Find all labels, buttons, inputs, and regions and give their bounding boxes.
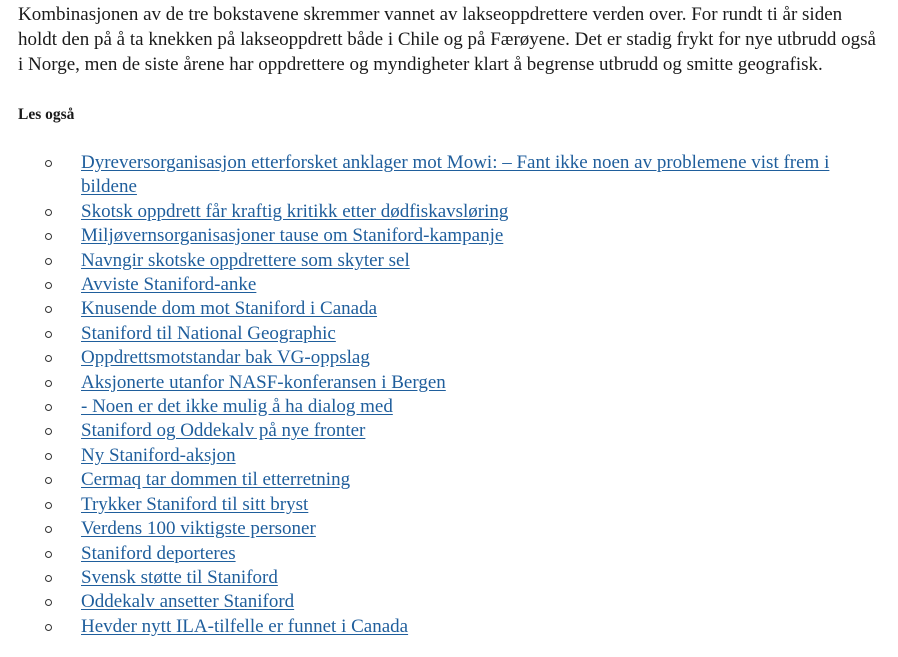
circle-bullet-icon	[45, 551, 52, 558]
related-link-4[interactable]: Navngir skotske oppdrettere som skyter sel	[81, 249, 410, 271]
related-link-9[interactable]: Aksjonerte utanfor NASF-konferansen i Bergen	[81, 371, 446, 393]
related-link-10[interactable]: - Noen er det ikke mulig å ha dialog med	[81, 396, 393, 418]
related-link-2[interactable]: Skotsk oppdrett får kraftig kritikk etter dødfiskavsløring	[81, 200, 509, 222]
list-item	[18, 419, 888, 443]
circle-bullet-icon	[45, 331, 52, 338]
related-links-list	[18, 151, 888, 639]
related-link-16[interactable]: Staniford deporteres	[81, 542, 236, 564]
list-item	[18, 493, 888, 517]
list-item	[18, 444, 888, 468]
related-link-8[interactable]: Oppdrettsmotstandar bak VG-oppslag	[81, 347, 370, 369]
list-item	[18, 224, 888, 248]
article-body	[18, 0, 888, 639]
circle-bullet-icon	[45, 233, 52, 240]
related-link-5[interactable]: Avviste Staniford-anke	[81, 274, 257, 296]
circle-bullet-icon	[45, 380, 52, 387]
circle-bullet-icon	[45, 599, 52, 606]
circle-bullet-icon	[45, 428, 52, 435]
related-link-7[interactable]: Staniford til National Geographic	[81, 322, 336, 344]
list-item	[18, 590, 888, 614]
circle-bullet-icon	[45, 404, 52, 411]
circle-bullet-icon	[45, 355, 52, 362]
list-item	[18, 297, 888, 321]
list-item	[18, 468, 888, 492]
related-heading: Les også	[18, 106, 75, 123]
related-link-6[interactable]: Knusende dom mot Staniford i Canada	[81, 298, 378, 320]
related-link-11[interactable]: Staniford og Oddekalv på nye fronter	[81, 420, 366, 442]
circle-bullet-icon	[45, 624, 52, 631]
list-item	[18, 542, 888, 566]
circle-bullet-icon	[45, 477, 52, 484]
list-item	[18, 151, 888, 200]
intro-paragraph: Kombinasjonen av de tre bokstavene skremmer vannet av lakseoppdrettere verden over. For rundt ti år siden holdt den på å ta knekken på lakseoppdrett både i Chile og på Færøyene. Det er stadig frykt for nye utbrudd også i Norge, men de siste årene har oppdrettere og myndigheter klart å begrense utbrudd og smitte geografisk.	[18, 4, 876, 75]
list-item	[18, 371, 888, 395]
circle-bullet-icon	[45, 282, 52, 289]
list-item	[18, 517, 888, 541]
list-item	[18, 566, 888, 590]
related-link-18[interactable]: Oddekalv ansetter Staniford	[81, 591, 295, 613]
list-item	[18, 346, 888, 370]
list-item	[18, 395, 888, 419]
related-link-3[interactable]: Miljøvernsorganisasjoner tause om Staniford-kampanje	[81, 225, 504, 247]
circle-bullet-icon	[45, 526, 52, 533]
list-item	[18, 200, 888, 224]
list-item	[18, 322, 888, 346]
list-item	[18, 249, 888, 273]
circle-bullet-icon	[45, 306, 52, 313]
circle-bullet-icon	[45, 258, 52, 265]
related-link-12[interactable]: Ny Staniford-aksjon	[81, 444, 236, 466]
related-link-19[interactable]: Hevder nytt ILA-tilfelle er funnet i Canada	[81, 615, 409, 637]
related-link-15[interactable]: Verdens 100 viktigste personer	[81, 518, 316, 540]
circle-bullet-icon	[45, 209, 52, 216]
circle-bullet-icon	[45, 160, 52, 167]
circle-bullet-icon	[45, 453, 52, 460]
list-item	[18, 273, 888, 297]
related-link-14[interactable]: Trykker Staniford til sitt bryst	[81, 493, 309, 515]
circle-bullet-icon	[45, 575, 52, 582]
circle-bullet-icon	[45, 502, 52, 509]
related-link-17[interactable]: Svensk støtte til Staniford	[81, 566, 278, 588]
list-item	[18, 615, 888, 639]
related-link-13[interactable]: Cermaq tar dommen til etterretning	[81, 469, 351, 491]
related-link-1[interactable]: Dyreversorganisasjon etterforsket anklager mot Mowi: – Fant ikke noen av problemene vist frem i bildene	[81, 152, 830, 198]
